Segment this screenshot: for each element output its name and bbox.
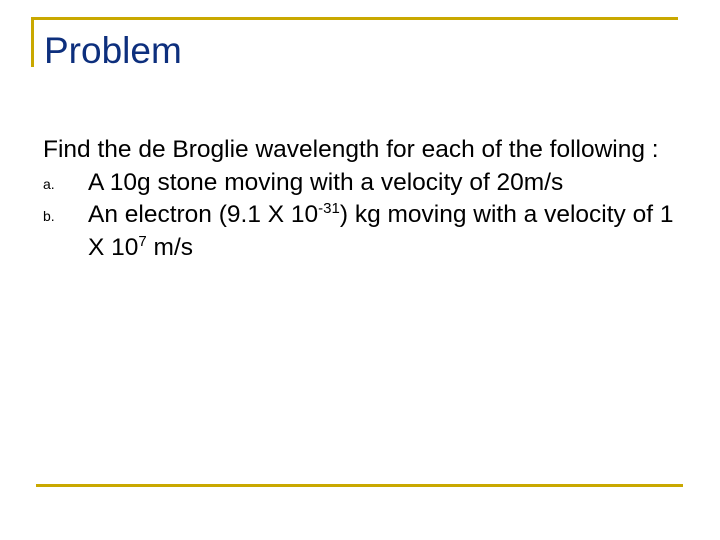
left-rule xyxy=(31,17,34,67)
list-item-b-text-2: ) kg moving with a velocity of 1 X 10 xyxy=(88,201,674,261)
exponent-minus-31: -31 xyxy=(318,200,340,217)
slide-body xyxy=(43,134,683,264)
list-item-a xyxy=(43,167,683,200)
list-marker-a: a. xyxy=(43,175,55,192)
exponent-7: 7 xyxy=(138,232,147,250)
list-marker-b: b. xyxy=(43,208,55,224)
problem-intro: Find the de Broglie wavelength for each of the following : xyxy=(43,136,659,163)
list-item-b-text-1: An electron (9.1 X 10 xyxy=(88,201,319,228)
top-rule xyxy=(31,17,678,20)
list-item-b-text-3: m/s xyxy=(146,233,194,261)
slide-title: Problem xyxy=(44,30,182,71)
list-item-b xyxy=(43,199,683,264)
list-item-a-text: A 10g stone moving with a velocity of 20m/s xyxy=(88,168,564,196)
bottom-rule xyxy=(36,484,683,487)
